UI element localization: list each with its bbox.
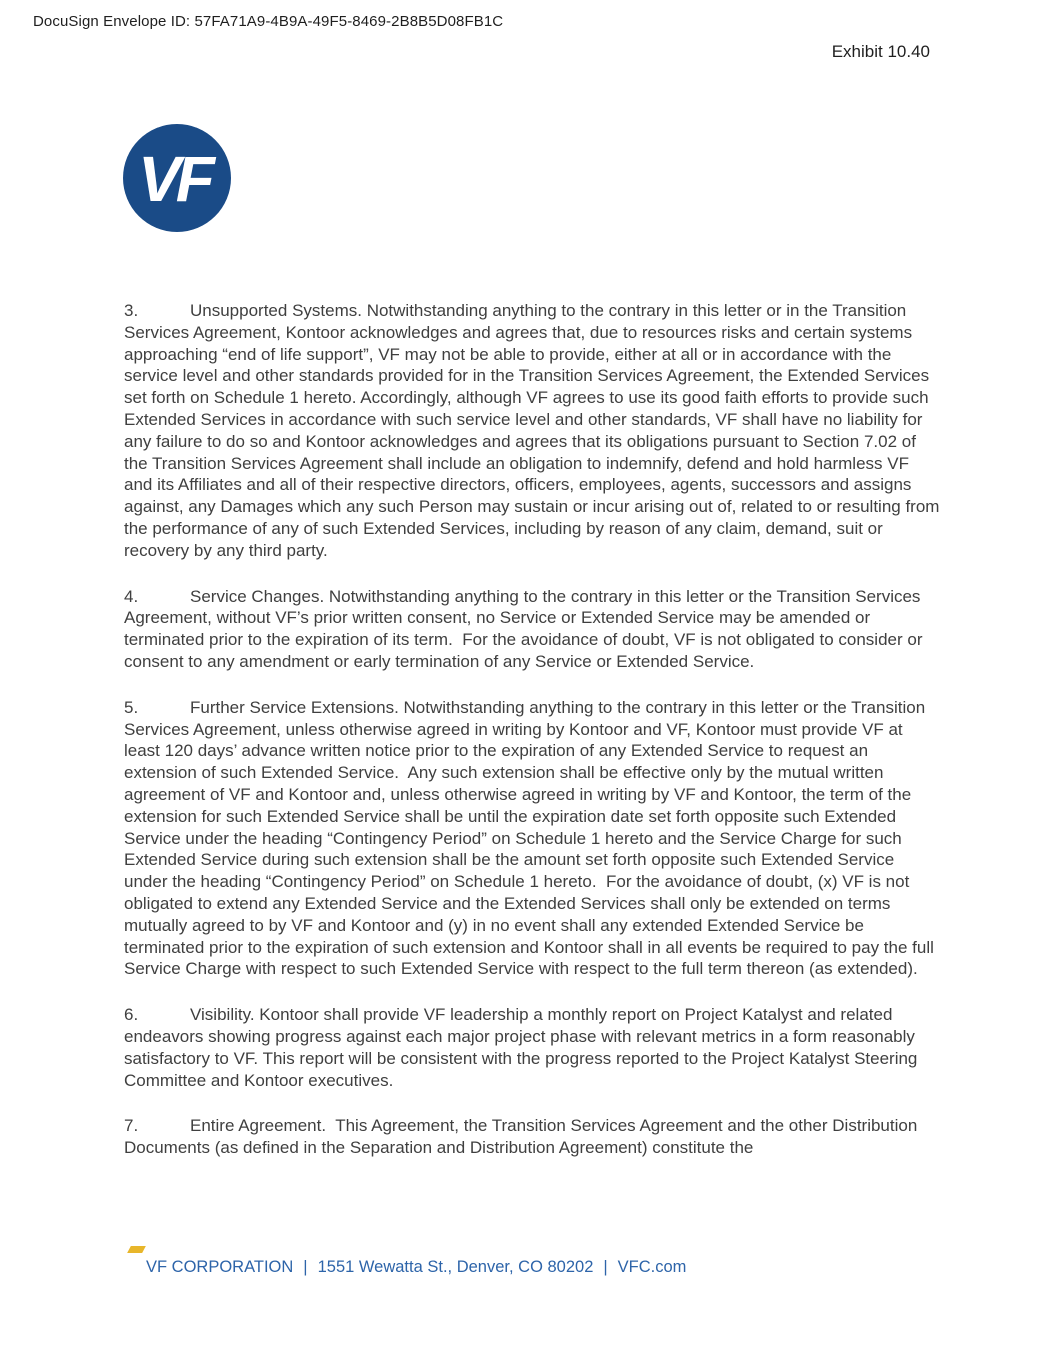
vf-logo: [123, 124, 231, 232]
paragraph-6: [124, 1004, 940, 1091]
paragraph-number: 6.: [124, 1005, 139, 1025]
paragraph-text: Further Service Extensions. Notwithstanding anything to the contrary in this letter or the Transition Services Agreement, unless otherwise agreed in writing by Kontoor and VF, Kontoor must provide VF at least 120 days’ advance written notice prior to the expiration of any Extended Service to request an extension of such Extended Service. Any such extension shall be effective only by the mutual written agreement of VF and Kontoor and, unless otherwise agreed in writing by VF and Kontoor, the term of the extension for such Extended Service shall be until the expiration date set forth opposite such Extended Service under the heading “Contingency Period” on Schedule 1 hereto and the Service Charge for such Extended Service during such extension shall be the amount set forth opposite such Extended Service under the heading “Contingency Period” on Schedule 1 hereto. For the avoidance of doubt, (x) VF is not obligated to extend any Extended Service and the Extended Services shall only be extended on terms mutually agreed to by VF and Kontoor and (y) in no event shall any extended Extended Service be terminated prior to the expiration of such extension and Kontoor shall in all events be required to pay the full Service Charge with respect to such Extended Service with respect to the full term thereon (as extended).: [124, 697, 939, 979]
vf-logo-icon: [123, 124, 231, 232]
paragraph-number: 5.: [124, 697, 139, 717]
paragraph-4: [124, 586, 940, 673]
footer-separator: |: [303, 1258, 308, 1276]
document-body: [124, 300, 945, 1183]
paragraph-3: [124, 300, 945, 562]
footer-address: 1551 Wewatta St., Denver, CO 80202: [317, 1258, 594, 1276]
vf-accent-mark: [127, 1246, 146, 1253]
footer-text: [146, 1258, 940, 1277]
paragraph-5: [124, 697, 940, 980]
footer-company: VF CORPORATION: [146, 1258, 294, 1276]
paragraph-text: Service Changes. Notwithstanding anything to the contrary in this letter or the Transition Services Agreement, without VF’s prior written consent, no Service or Extended Service may be amended or terminated prior to the expiration of its term. For the avoidance of doubt, VF is not obligated to consider or consent to any amendment or early termination of any Service or Extended Service.: [124, 586, 928, 671]
vf-logo-monogram: VF: [138, 143, 210, 215]
paragraph-number: 4.: [124, 586, 139, 606]
exhibit-label: Exhibit 10.40: [831, 42, 930, 61]
paragraph-number: 7.: [124, 1116, 139, 1136]
footer-separator: |: [603, 1258, 608, 1276]
paragraph-text: Visibility. Kontoor shall provide VF leadership a monthly report on Project Katalyst and related endeavors showing progress against each major project phase with relevant metrics in a form reasonably satisfactory to VF. This report will be consistent with the progress reported to the Project Katalyst Steering Committee and Kontoor executives.: [124, 1005, 923, 1090]
footer-website: VFC.com: [617, 1258, 687, 1276]
paragraph-number: 3.: [124, 301, 139, 320]
paragraph-text: Unsupported Systems. Notwithstanding anything to the contrary in this letter or in the Transition Services Agreement, Kontoor acknowledges and agrees that, due to resources risks and certain systems approaching “end of life support”, VF may not be able to provide, either at all or in accordance with the service level and other standards provided for in the Transition Services Agreement, the Extended Services set forth on Schedule 1 hereto. Accordingly, although VF agrees to use its good faith efforts to provide such Extended Services in accordance with such service level and other standards, VF shall have no liability for any failure to do so and Kontoor acknowledges and agrees that its obligations pursuant to Section 7.02 of the Transition Services Agreement shall include an obligation to indemnify, defend and hold harmless VF and its Affiliates and all of their respective directors, officers, employees, agents, successors and assigns against, any Damages which any such Person may sustain or incur arising out of, related to or resulting from the performance of any of such Extended Services, including by reason of any claim, demand, suit or recovery by any third party.: [124, 301, 945, 560]
page-footer: [124, 1246, 940, 1277]
docusign-envelope-id: DocuSign Envelope ID: 57FA71A9-4B9A-49F5-8469-2B8B5D08FB1C: [33, 13, 504, 30]
paragraph-text: Entire Agreement. This Agreement, the Transition Services Agreement and the other Distribution Documents (as defined in the Separation and Distribution Agreement) constitute the: [124, 1116, 923, 1158]
paragraph-7: [124, 1115, 940, 1159]
